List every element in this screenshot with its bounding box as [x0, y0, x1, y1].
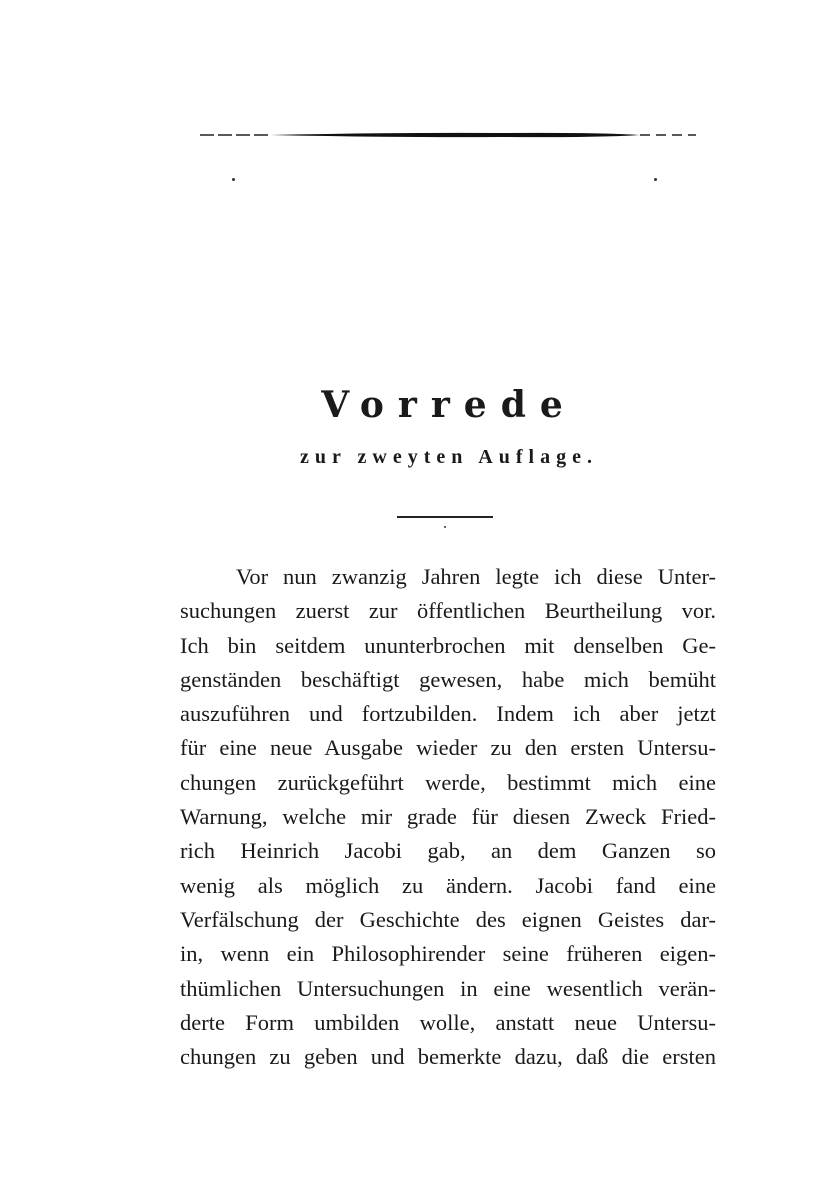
- text-line: thümlichen Untersuchungen in eine wesentlich verän-: [180, 975, 716, 1001]
- text-line: chungen zu geben und bemerkte dazu, daß die ersten: [180, 1044, 716, 1070]
- page-speck: [444, 526, 446, 528]
- text-line: chungen zurückgeführt werde, bestimmt mich eine: [180, 769, 716, 795]
- text-line: für eine neue Ausgabe wieder zu den ersten Untersu-: [180, 735, 716, 761]
- text-line: derte Form umbilden wolle, anstatt neue Untersu-: [180, 1009, 716, 1035]
- text-line: auszuführen und fortzubilden. Indem ich aber jetzt: [180, 701, 716, 727]
- text-line: genständen beschäftigt gewesen, habe mich bemüht: [180, 666, 716, 692]
- text-line: Vor nun zwanzig Jahren legte ich diese Unter-: [236, 564, 716, 589]
- text-line: Warnung, welche mir grade für diesen Zweck Fried-: [180, 804, 716, 830]
- text-line: Verfälschung der Geschichte des eignen Geistes dar-: [180, 906, 716, 932]
- page-speck: [232, 178, 235, 181]
- section-divider: [397, 516, 493, 518]
- text-line: wenig als möglich zu ändern. Jacobi fand eine: [180, 872, 716, 898]
- text-line: rich Heinrich Jacobi gab, an dem Ganzen so: [180, 838, 716, 864]
- page-subtitle: zur zweyten Auflage.: [300, 446, 598, 468]
- page-speck: [654, 178, 657, 181]
- text-line: suchungen zuerst zur öffentlichen Beurtheilung vor.: [180, 598, 716, 624]
- text-line: Ich bin seitdem ununterbrochen mit denselben Ge-: [180, 632, 716, 658]
- body-paragraph: [180, 560, 716, 1074]
- top-ornamental-rule: [200, 132, 696, 138]
- page-title: Vorrede: [321, 384, 577, 426]
- text-line: in, wenn ein Philosophirender seine früheren eigen-: [180, 941, 716, 967]
